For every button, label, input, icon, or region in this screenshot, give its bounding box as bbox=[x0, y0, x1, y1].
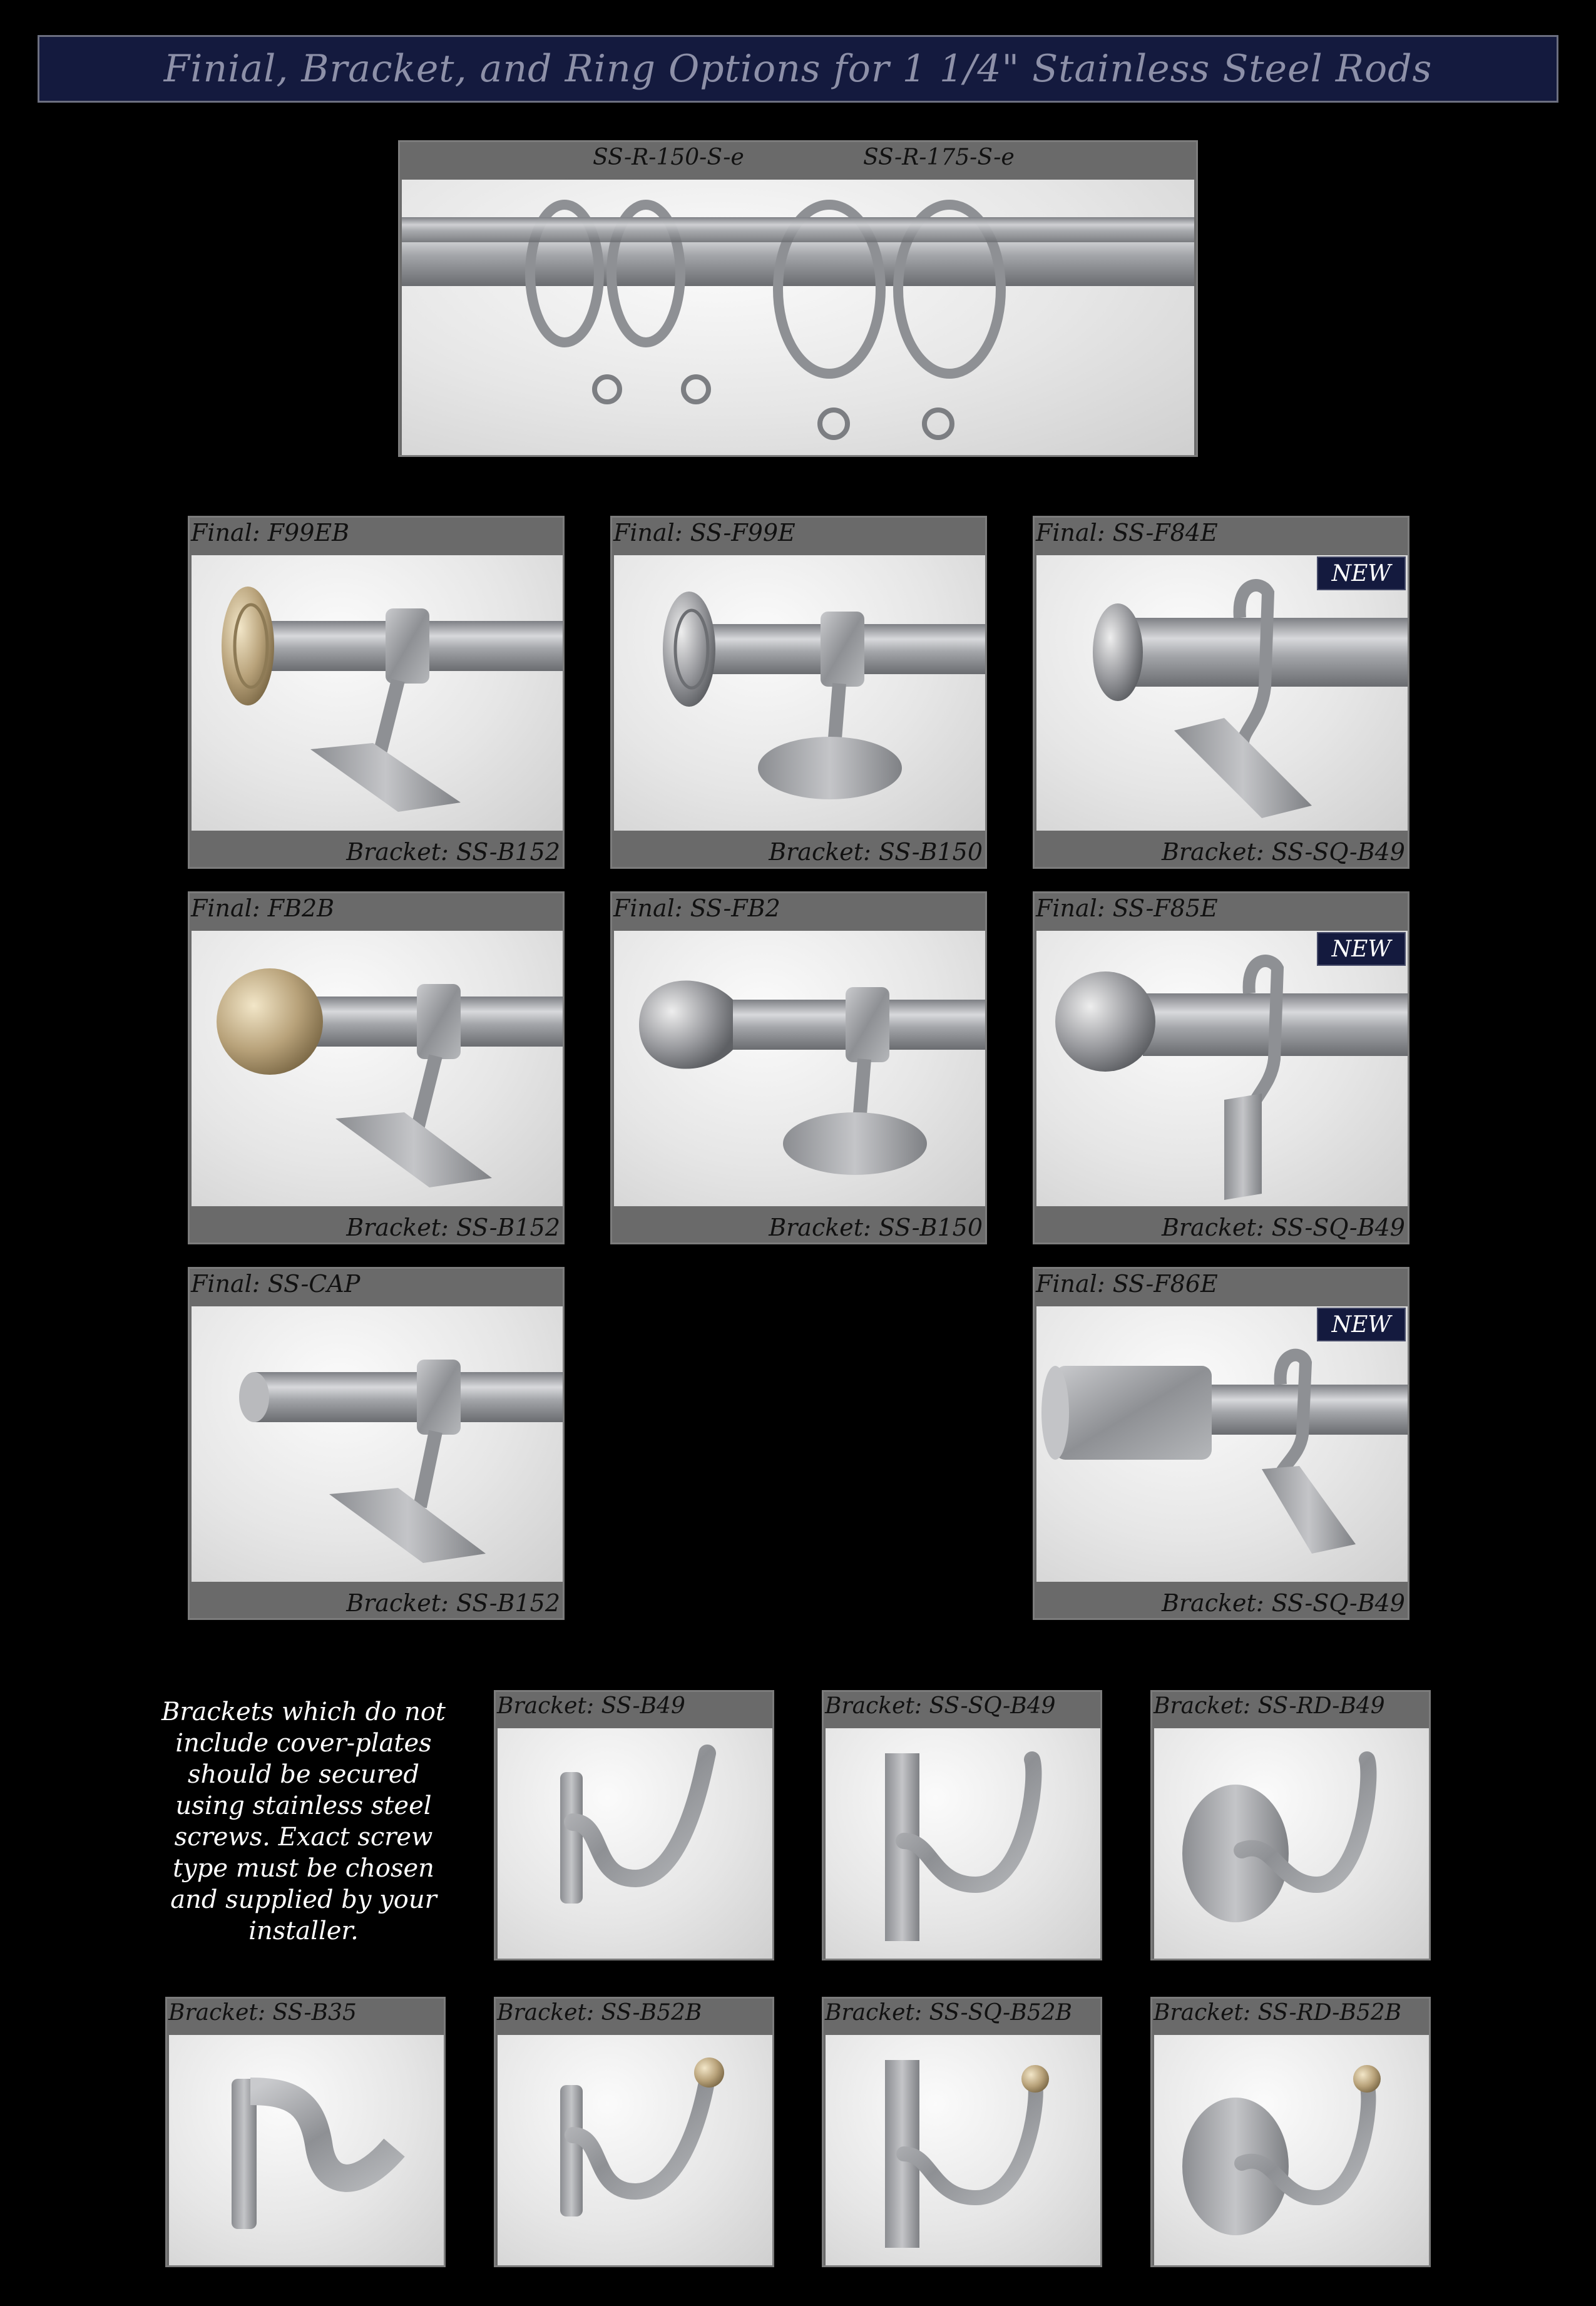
ring-label-175: SS-R-175-S-e bbox=[863, 145, 1015, 170]
bracket-photo bbox=[498, 1728, 772, 1959]
bracket-photo bbox=[1154, 2035, 1429, 2265]
bracket-label: Bracket: SS-B52B bbox=[497, 2000, 702, 2026]
finial-panel-ss-fb2 bbox=[610, 891, 987, 1244]
finial-label: Final: SS-FB2 bbox=[613, 894, 780, 922]
finial-panel-ss-cap bbox=[188, 1267, 565, 1620]
bracket-photo bbox=[826, 2035, 1100, 2265]
installation-note: Brackets which do not include cover-plates should be secured using stainless steel screws. Exact screw type must be chosen and supplied by your installer. bbox=[161, 1698, 446, 1945]
bracket-label: Bracket: SS-SQ-B49 bbox=[825, 1693, 1056, 1719]
bracket-label: Bracket: SS-B49 bbox=[497, 1693, 685, 1719]
bracket-label: Bracket: SS-RD-B52B bbox=[1154, 2000, 1402, 2026]
bracket-panel-ss-b35 bbox=[165, 1997, 446, 2267]
new-badge: NEW bbox=[1317, 932, 1406, 966]
new-badge: NEW bbox=[1317, 556, 1406, 590]
bracket-label: Bracket: SS-RD-B49 bbox=[1154, 1693, 1385, 1719]
finial-panel-ss-f99e bbox=[610, 516, 987, 869]
bracket-label: Bracket: SS-SQ-B52B bbox=[825, 2000, 1072, 2026]
bracket-label: Bracket: SS-SQ-B49 bbox=[1161, 1589, 1405, 1617]
finial-label: Final: SS-F85E bbox=[1036, 894, 1218, 922]
finial-photo bbox=[192, 1306, 563, 1582]
finial-label: Final: SS-F86E bbox=[1036, 1270, 1218, 1298]
bracket-label: Bracket: SS-SQ-B49 bbox=[1161, 1214, 1405, 1241]
bracket-label: Bracket: SS-B150 bbox=[769, 838, 983, 866]
finial-panel-fb2b bbox=[188, 891, 565, 1244]
finial-label: Final: SS-F99E bbox=[613, 519, 795, 546]
bracket-label: Bracket: SS-B152 bbox=[346, 838, 560, 866]
rings-panel bbox=[398, 140, 1198, 457]
finial-photo bbox=[614, 931, 985, 1206]
bracket-photo bbox=[169, 2035, 444, 2265]
finial-label: Final: SS-CAP bbox=[191, 1270, 361, 1298]
finial-panel-f99eb bbox=[188, 516, 565, 869]
bracket-panel-ss-sq-b49 bbox=[822, 1690, 1102, 1960]
bracket-panel-ss-rd-b49 bbox=[1150, 1690, 1431, 1960]
bracket-label: Bracket: SS-B150 bbox=[769, 1214, 983, 1241]
finial-photo bbox=[1036, 931, 1408, 1206]
title-bar bbox=[38, 35, 1558, 103]
finial-panel-ss-f84e bbox=[1033, 516, 1409, 869]
bracket-photo bbox=[826, 1728, 1100, 1959]
finial-photo bbox=[614, 555, 985, 831]
finial-photo bbox=[192, 555, 563, 831]
bracket-panel-ss-b49 bbox=[494, 1690, 774, 1960]
bracket-panel-ss-b52b bbox=[494, 1997, 774, 2267]
bracket-panel-ss-sq-b52b bbox=[822, 1997, 1102, 2267]
finial-label: Final: F99EB bbox=[191, 519, 350, 546]
bracket-photo bbox=[1154, 1728, 1429, 1959]
page-title: Finial, Bracket, and Ring Options for 1 1/4" Stainless Steel Rods bbox=[163, 47, 1433, 91]
finial-photo bbox=[192, 931, 563, 1206]
new-badge: NEW bbox=[1317, 1308, 1406, 1341]
bracket-panel-ss-rd-b52b bbox=[1150, 1997, 1431, 2267]
bracket-photo bbox=[498, 2035, 772, 2265]
bracket-label: Bracket: SS-SQ-B49 bbox=[1161, 838, 1405, 866]
bracket-label: Bracket: SS-B35 bbox=[168, 2000, 357, 2026]
finial-panel-ss-f86e bbox=[1033, 1267, 1409, 1620]
rings-photo bbox=[402, 180, 1194, 455]
finial-panel-ss-f85e bbox=[1033, 891, 1409, 1244]
ring-label-150: SS-R-150-S-e bbox=[593, 145, 744, 170]
finial-photo bbox=[1036, 1306, 1408, 1582]
bracket-label: Bracket: SS-B152 bbox=[346, 1589, 560, 1617]
finial-label: Final: SS-F84E bbox=[1036, 519, 1218, 546]
finial-label: Final: FB2B bbox=[191, 894, 335, 922]
finial-photo bbox=[1036, 555, 1408, 831]
bracket-label: Bracket: SS-B152 bbox=[346, 1214, 560, 1241]
